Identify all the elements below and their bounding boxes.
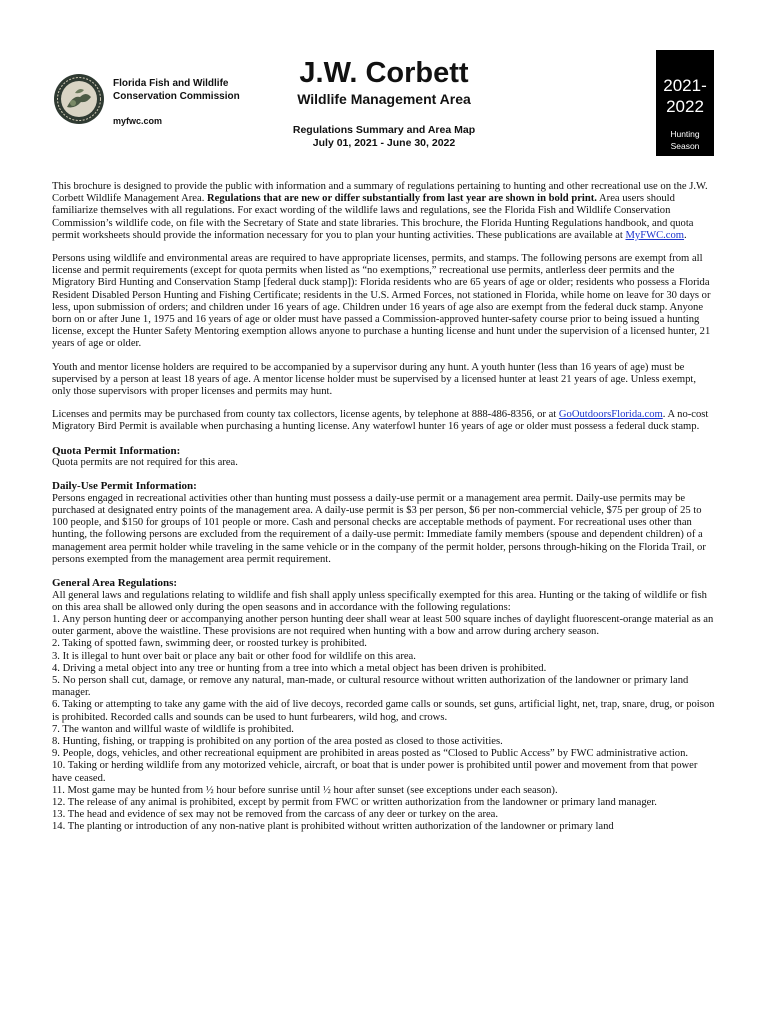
regs-line1: Regulations Summary and Area Map	[292, 124, 476, 136]
season-badge	[656, 50, 714, 156]
intro-p1-text2: Area users should familiarize themselves with all regulations. For exact wording of the wildlife laws and regulations, see the Florida Fish and Wildlife Conservation Commission’s wildlife code, on file with the Secretary of State and state libraries. This brochure, the Florida Hunting Regulations handbook, and quota permit worksheets should provide the information necessary for you to plan your hunting activities. These publications are available at	[52, 193, 694, 241]
quota-text: Quota permits are not required for this area.	[52, 457, 238, 469]
general-heading: General Area Regulations:	[52, 577, 178, 590]
org-url: myfwc.com	[113, 116, 163, 126]
regulation-item: 1. Any person hunting deer or accompanying another person hunting deer shall wear at least 500 square inches of daylight fluorescent-orange material as an outer garment, above the waistline. These provisions are not required when hunting with a bow and arrow during archery season.	[52, 613, 714, 638]
org-name-line1: Florida Fish and Wildlife	[113, 78, 229, 89]
daily-use-heading: Daily-Use Permit Information:	[52, 480, 197, 493]
season-year-end: 2022	[666, 97, 704, 116]
intro-paragraph-1	[52, 181, 716, 242]
regulation-item: 12. The release of any animal is prohibited, except by permit from FWC or written authorization from the landowner or primary land manager.	[52, 797, 657, 809]
regulation-item: 3. It is illegal to hunt over bait or place any bait or other food for wildlife on this area.	[52, 650, 416, 662]
regulations-summary-heading	[250, 124, 518, 150]
org-name-line2: Conservation Commission	[113, 91, 240, 102]
page-title: J.W. Corbett	[299, 57, 469, 89]
regulation-item: 11. Most game may be hunted from ½ hour before sunrise until ½ hour after sunset (see exceptions under each season).	[52, 784, 558, 796]
page-subtitle: Wildlife Management Area	[297, 91, 471, 107]
quota-heading: Quota Permit Information:	[52, 444, 181, 457]
intro-p1-end: .	[684, 229, 687, 241]
intro-p1-bold: Regulations that are new or differ substantially from last year are shown in bold print.	[207, 193, 597, 205]
intro-paragraph-3: Youth and mentor license holders are required to be accompanied by a supervisor during any hunt. A youth hunter (less than 16 years of age) must be supervised by a person at least 18 years of age. A mentor license holder must be supervised by a licensed hunter at least 21 years of age. Unless exempt, only those supervisors with proper licenses and permits may hunt.	[52, 361, 696, 398]
regs-date-range: July 01, 2021 - June 30, 2022	[312, 137, 456, 149]
season-label-line1: Hunting	[670, 129, 700, 139]
regulation-item: 4. Driving a metal object into any tree or hunting from a tree into which a metal object has been driven is prohibited.	[52, 662, 547, 674]
document-body	[52, 181, 716, 845]
regulation-item: 13. The head and evidence of sex may not be removed from the carcass of any deer or turkey on the area.	[52, 809, 499, 821]
regulation-item: 8. Hunting, fishing, or trapping is prohibited on any portion of the area posted as closed to those activities.	[52, 736, 503, 748]
regulation-item: 6. Taking or attempting to take any game with the aid of live decoys, recorded game calls or sounds, set guns, artificial light, net, trap, snare, drug, or poison is prohibited. Recorded calls and sounds can be used to hunt furbearers, wild hog, and crows.	[52, 699, 715, 723]
regulation-item: 5. No person shall cut, damage, or remove any natural, man-made, or cultural resource without written authorization of the landowner or primary land manager.	[52, 675, 689, 699]
quota-section	[52, 445, 716, 470]
intro-p4-text2: . A no-cost Migratory Bird Permit is available when purchasing a hunting license. Any waterfowl hunter 16 years of age or older must possess a federal duck stamp.	[52, 409, 709, 433]
org-name	[113, 77, 263, 103]
intro-p4-text: Licenses and permits may be purchased from county tax collectors, license agents, by telephone at 888-486-8356, or at	[52, 409, 559, 421]
regulation-item: 10. Taking or herding wildlife from any motorized vehicle, aircraft, or boat that is under power is prohibited until power and movement from that power have ceased.	[52, 760, 698, 784]
daily-use-section	[52, 480, 716, 566]
regulation-item: 2. Taking of spotted fawn, swimming deer, or roosted turkey is prohibited.	[52, 638, 367, 650]
regulation-item: 14. The planting or introduction of any non-native plant is prohibited without written authorization of the landowner or primary land	[52, 821, 614, 833]
intro-paragraph-4	[52, 409, 716, 433]
fwc-seal-logo	[53, 73, 105, 125]
general-intro: All general laws and regulations relating to wildlife and fish shall apply unless specifically exempted for this area. Hunting or the taking of wildlife or fish on this area shall be allowed only during the open seasons and in accordance with the following regulations:	[52, 589, 707, 613]
season-label-line2: Season	[670, 141, 700, 151]
regulation-item: 7. The wanton and willful waste of wildlife is prohibited.	[52, 723, 294, 735]
intro-paragraph-2: Persons using wildlife and environmental areas are required to have appropriate licenses, permits, and stamps. The following persons are exempt from all license and permit requirements (except for quota permits when listed as “no exemptions,” recreational use permits, antlerless deer permits and the Migratory Bird Hunting and Conservation Stamp [federal duck stamp]): Florida residents who are 65 years of age or older; residents who possess a Florida Resident Disabled Person Hunting and Fishing Certificate; residents in the U.S. Armed Forces, not stationed in Florida, while home on leave for 30 days or less, upon submission of orders; and children under 16 years of age. Children under 16 years of age also are exempt from the federal duck stamp. Anyone born on or after June 1, 1975 and 16 years of age or older must have passed a Commission-approved hunter-safety course prior to being issued a hunting license, except the Hunter Safety Mentoring exemption allows anyone to purchase a hunting license and hunt under the supervision of a licensed hunter, 21 years of age or older.	[52, 253, 711, 350]
regulation-item: 9. People, dogs, vehicles, and other recreational equipment are prohibited in areas posted as “Closed to Public Access” by FWC administrative action.	[52, 748, 689, 760]
myfwc-link[interactable]: MyFWC.com	[625, 229, 685, 241]
daily-use-text: Persons engaged in recreational activities other than hunting must possess a daily-use permit or a management area permit. Daily-use permits may be purchased at designated entry points of the management area. A daily-use permit is $3 per person, $6 per non-commercial vehicle, $75 per group of 25 to 100 people, and $150 for groups of 101 people or more. Cash and personal checks are acceptable methods of payment. For recreational uses other than hunting, the following persons are excluded from the requirement of a daily-use permit: Immediate family members (spouse and dependent children) of a management area permit holder while traveling in the same vehicle or in the company of the permit holder, persons through-hiking on the Florida Trail, or persons exempted from the management area permit requirement.	[52, 492, 706, 565]
intro-p1-text: This brochure is designed to provide the public with information and a summary of regulations pertaining to hunting and other recreational use on the J.W. Corbett Wildlife Management Area.	[52, 181, 708, 205]
gooutdoorsflorida-link[interactable]: GoOutdoorsFlorida.com	[558, 409, 663, 421]
season-year-start: 2021-	[663, 76, 707, 95]
general-regulations-section	[52, 577, 716, 834]
